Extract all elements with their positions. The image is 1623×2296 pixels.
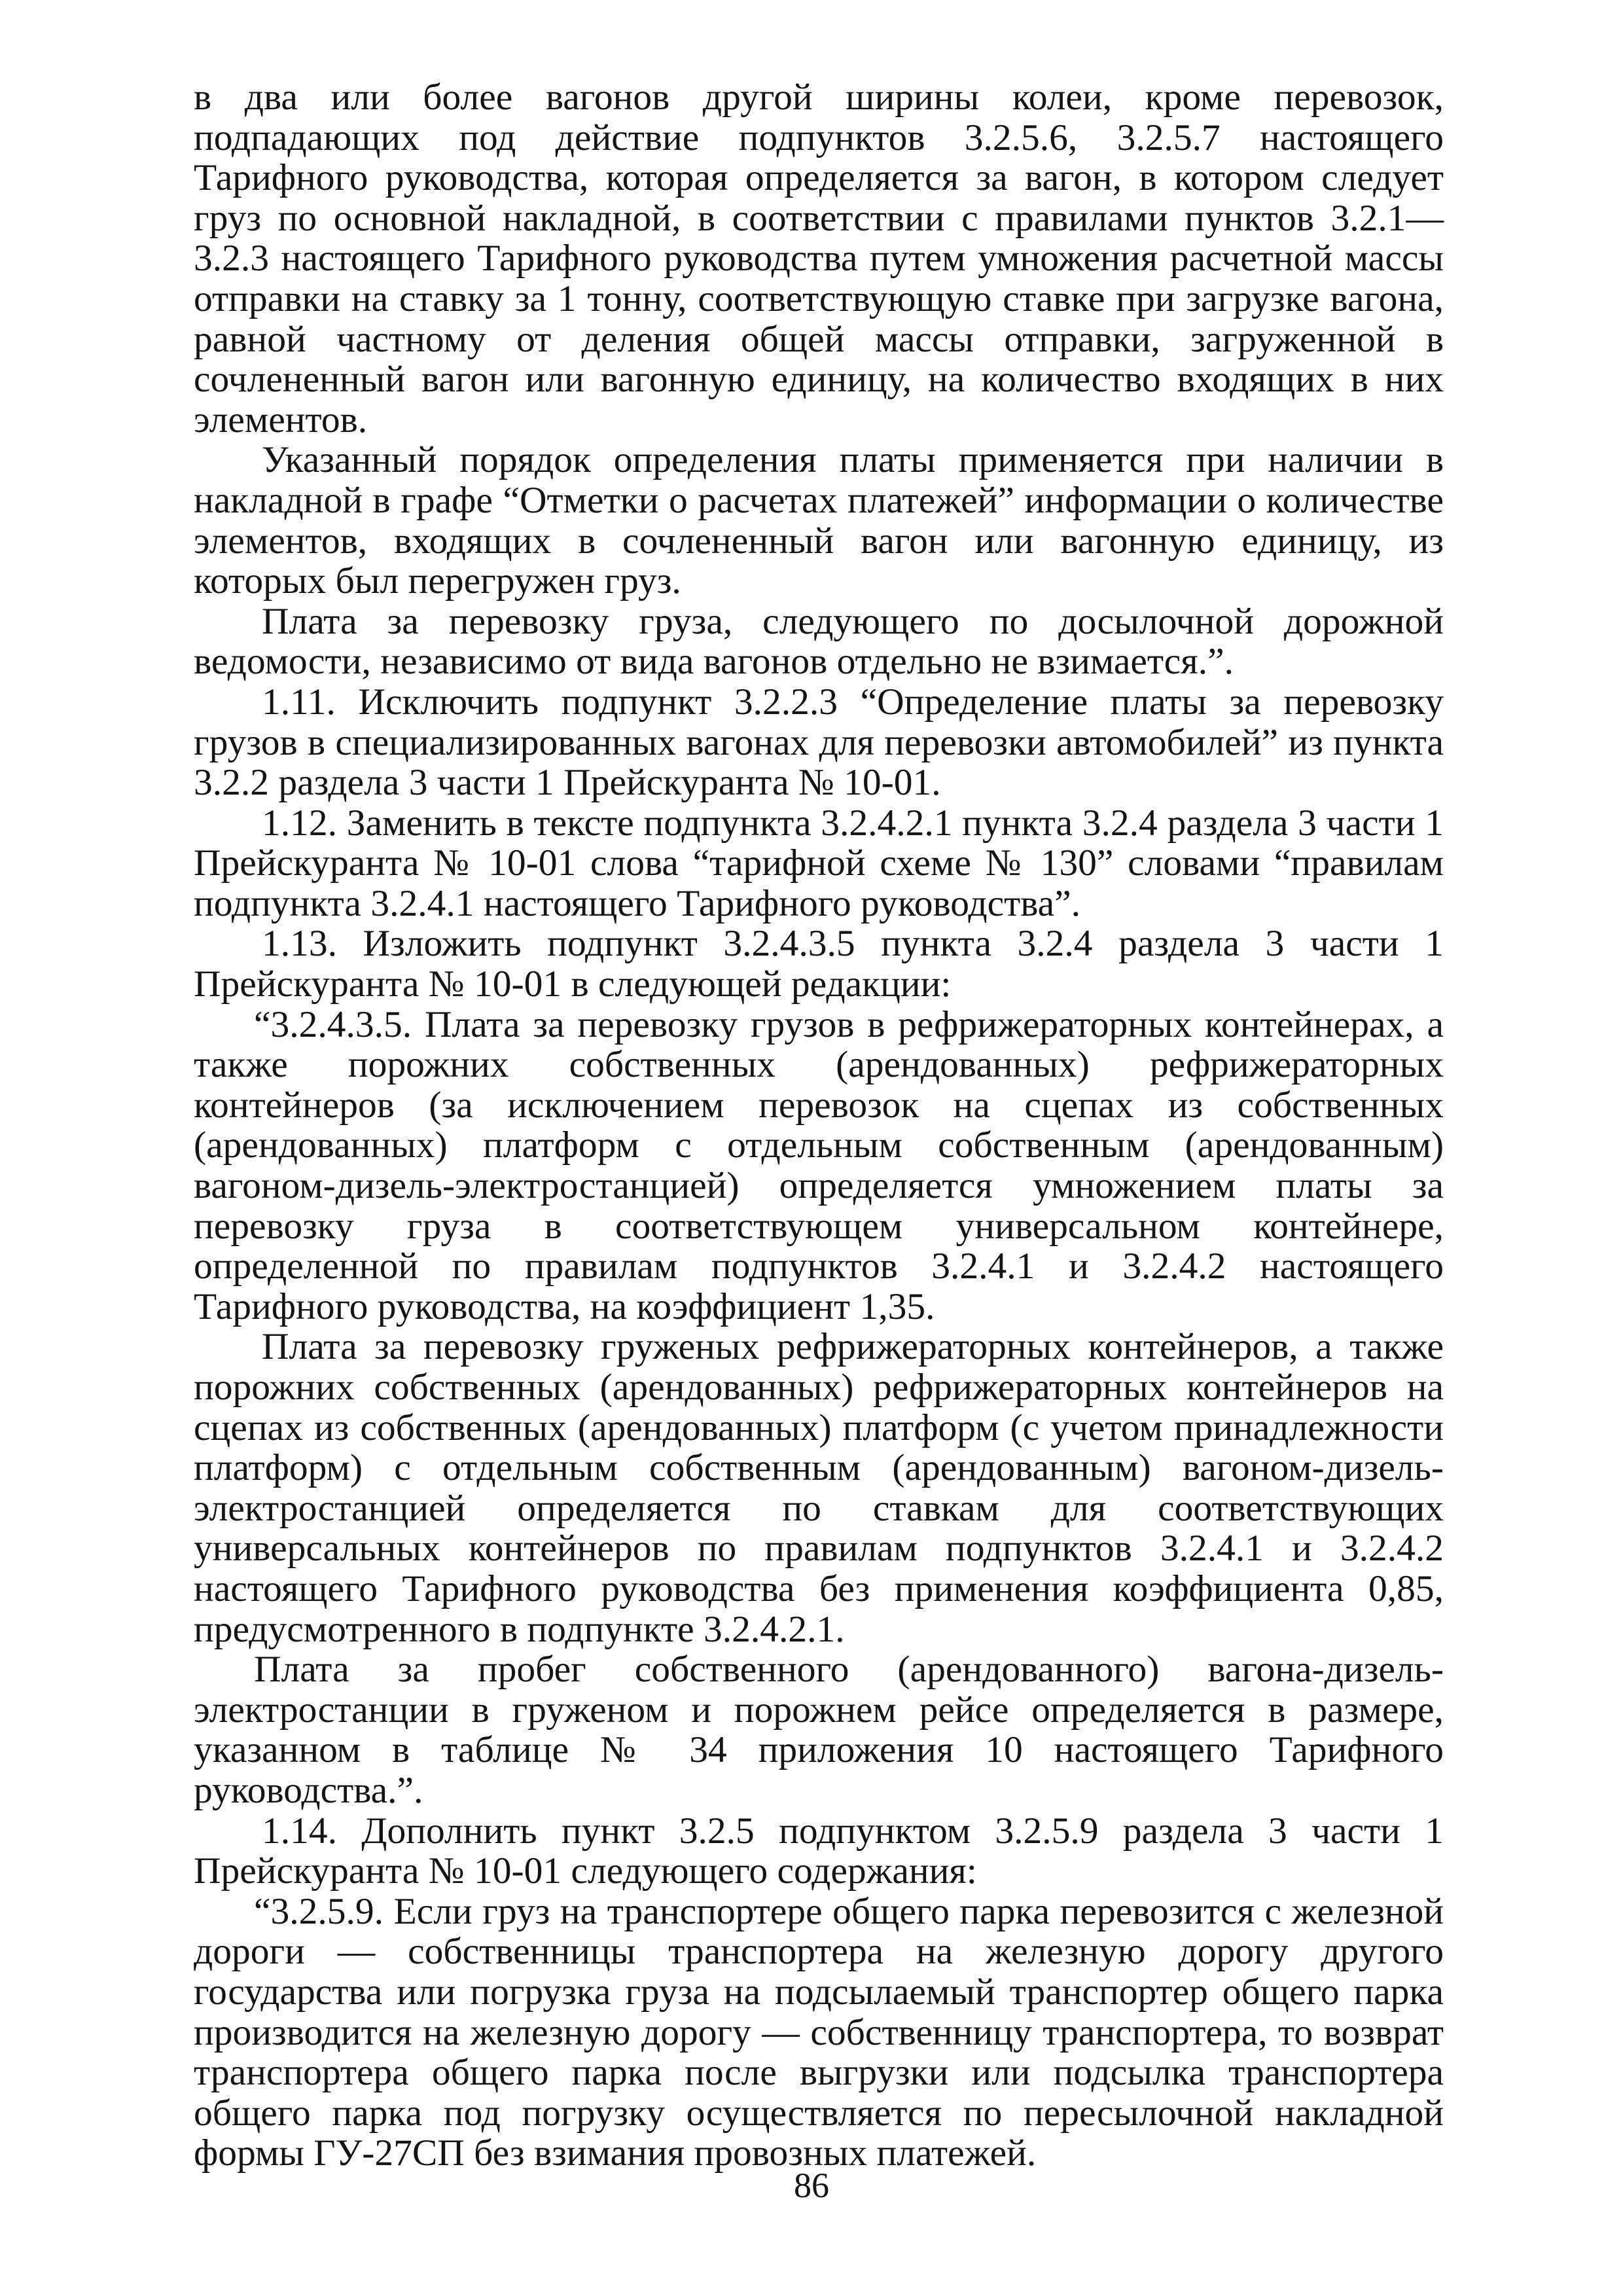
- paragraph-item-1-12: 1.12. Заменить в тексте подпункта 3.2.4.2.1 пункта 3.2.4 раздела 3 части 1 Прейскуранта № 10-01 слова “тарифной схеме № 130” словами “правилам подпункта 3.2.4.1 настоящего Тарифного руководства”.: [194, 802, 1444, 924]
- paragraph-refrigerated-containers: Плата за перевозку груженых рефрижераторных контейнеров, а также порожних собственных (арендованных) рефрижераторных контейнеров на сцепах из собственных (арендованных) платформ (с учетом принадлежности платформ) с отдельным собственным (арендованным) вагоном-дизель-электростанцией определяется по ставкам для соответствующих универсальных контейнеров по правилам подпунктов 3.2.4.1 и 3.2.4.2 настоящего Тарифного руководства без применения коэффициента 0,85, предусмотренного в подпункте 3.2.4.2.1.: [194, 1326, 1444, 1650]
- paragraph-procedure-note: Указанный порядок определения платы применяется при наличии в накладной в графе “Отметки о расчетах платежей” информации о количестве элементов, входящих в сочлененный вагон или вагонную единицу, из которых был перегружен груз.: [194, 439, 1444, 602]
- document-body: [194, 77, 1444, 2174]
- paragraph-item-1-14: 1.14. Дополнить пункт 3.2.5 подпунктом 3.2.5.9 раздела 3 части 1 Прейскуранта № 10-01 следующего содержания:: [194, 1810, 1444, 1892]
- paragraph-clause-3-2-4-3-5: “3.2.4.3.5. Плата за перевозку грузов в рефрижераторных контейнерах, а также порожних собственных (арендованных) рефрижераторных контейнеров (за исключением перевозок на сцепах из собственных (арендованных) платформ с отдельным собственным (арендованным) вагоном-дизель-электростанцией) определяется умножением платы за перевозку груза в соответствующем универсальном контейнере, определенной по правилам подпунктов 3.2.4.1 и 3.2.4.2 настоящего Тарифного руководства, на коэффициент 1,35.: [194, 1003, 1444, 1327]
- paragraph-item-1-13: 1.13. Изложить подпункт 3.2.4.3.5 пункта 3.2.4 раздела 3 части 1 Прейскуранта № 10-01 в следующей редакции:: [194, 923, 1444, 1005]
- paragraph-power-car-run: Плата за пробег собственного (арендованного) вагона-дизель-электростанции в груженом и порожнем рейсе определяется в размере, указанном в таблице № 34 приложения 10 настоящего Тарифного руководства.”.: [194, 1649, 1444, 1811]
- paragraph-continuation: в два или более вагонов другой ширины колеи, кроме перевозок, подпадающих под действие подпунктов 3.2.5.6, 3.2.5.7 настоящего Тарифного руководства, которая определяется за вагон, в котором следует груз по основной накладной, в соответствии с правилами пунктов 3.2.1—3.2.3 настоящего Тарифного руководства путем умножения расчетной массы отправки на ставку за 1 тонну, соответствующую ставке при загрузке вагона, равной частному от деления общей массы отправки, загруженной в сочлененный вагон или вагонную единицу, на количество входящих в них элементов.: [194, 77, 1444, 440]
- page-number: 86: [794, 2166, 829, 2205]
- paragraph-dispatch-fee: Плата за перевозку груза, следующего по досылочной дорожной ведомости, независимо от вида вагонов отдельно не взимается.”.: [194, 600, 1444, 683]
- paragraph-clause-3-2-5-9: “3.2.5.9. Если груз на транспортере общего парка перевозится с железной дороги — собственницы транспортера на железную дорогу другого государства или погрузка груза на подсылаемый транспортер общего парка производится на железную дорогу — собственницу транспортера, то возврат транспортера общего парка после выгрузки или подсылка транспортера общего парка под погрузку осуществляется по пересылочной накладной формы ГУ-27СП без взимания провозных платежей.: [194, 1890, 1444, 2174]
- paragraph-item-1-11: 1.11. Исключить подпункт 3.2.2.3 “Определение платы за перевозку грузов в специализированных вагонах для перевозки автомобилей” из пункта 3.2.2 раздела 3 части 1 Прейскуранта № 10-01.: [194, 681, 1444, 804]
